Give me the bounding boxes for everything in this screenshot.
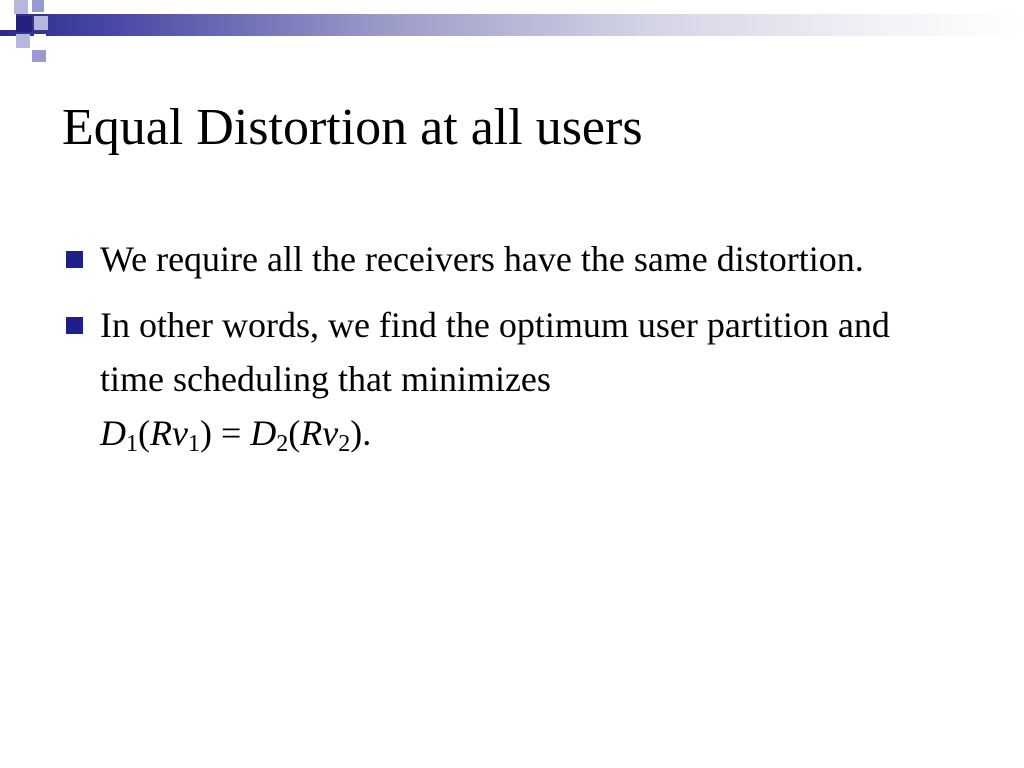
formula-open-paren-2: ( <box>288 413 301 453</box>
decorative-square-icon <box>16 16 32 32</box>
decorative-square-icon <box>0 14 16 30</box>
decorative-square-icon <box>14 0 28 14</box>
formula-open-paren-1: ( <box>138 413 150 453</box>
formula-equals: = <box>211 413 251 453</box>
decorative-square-icon <box>32 50 46 62</box>
bullet-item <box>62 232 942 286</box>
decorative-square-icon <box>16 34 30 48</box>
decorative-square-icon <box>34 34 46 46</box>
bullet-text: In other words, we find the optimum user partition and time scheduling that minimizes <box>100 305 890 399</box>
formula-d1: D <box>100 413 126 453</box>
bullet-item <box>62 298 942 460</box>
formula-d2: D <box>250 413 277 453</box>
formula-v1: v <box>172 413 188 453</box>
bullet-text: We require all the receivers have the same distortion. <box>100 239 864 279</box>
formula-r1: R <box>150 413 172 453</box>
decorative-square-icon <box>34 16 48 30</box>
formula-close-paren-2: ). <box>350 413 372 453</box>
formula-d2-subscript: 2 <box>276 431 289 457</box>
formula-d1-subscript: 1 <box>126 431 138 457</box>
square-bullet-icon <box>66 317 83 334</box>
formula-v1-subscript: 1 <box>187 431 200 457</box>
formula-close-paren-1: ) <box>199 413 212 453</box>
slide-title: Equal Distortion at all users <box>62 99 643 156</box>
formula-v2: v <box>322 413 339 453</box>
gradient-banner-bar <box>0 14 1024 36</box>
decorative-square-icon <box>32 0 44 12</box>
formula-v2-subscript: 2 <box>338 431 351 457</box>
formula-r2: R <box>300 413 323 453</box>
bullet-list <box>62 232 942 472</box>
square-bullet-icon <box>66 251 83 268</box>
formula <box>100 406 942 460</box>
